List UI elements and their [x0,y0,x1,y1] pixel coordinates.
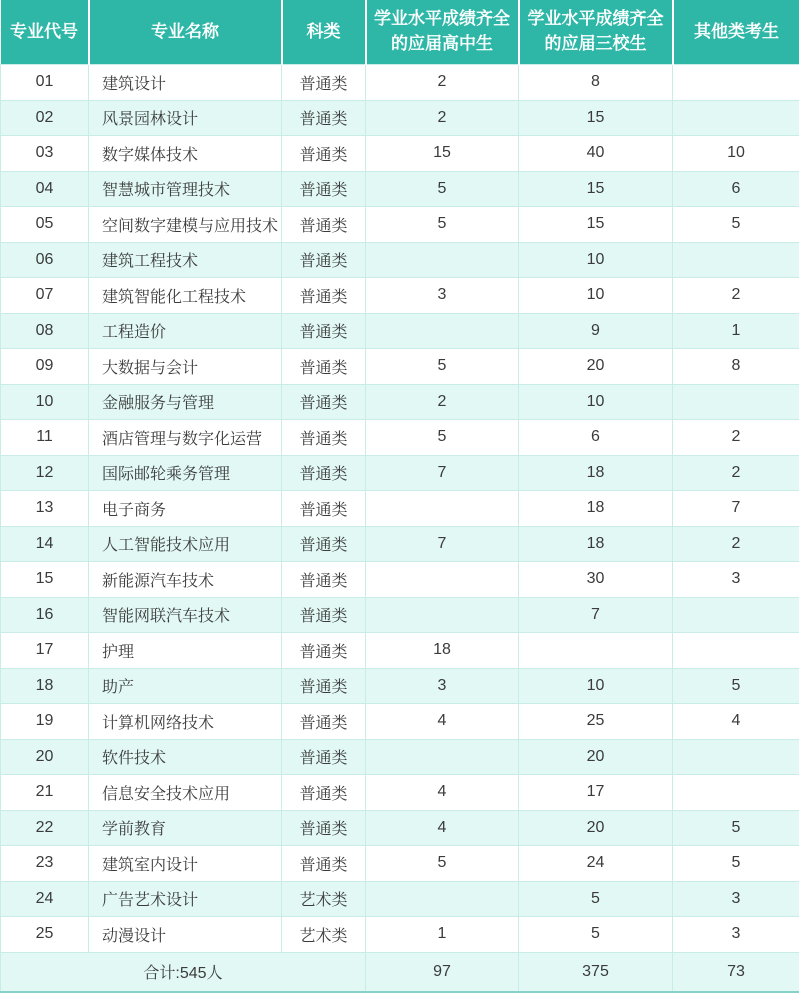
vocational-grads-cell: 20 [519,810,673,846]
other-count-cell: 5 [673,207,799,243]
category-cell: 普通类 [282,704,366,740]
vocational-grads-cell: 18 [519,491,673,527]
total-vocational-grads: 375 [519,952,673,992]
vocational-grads-cell: 6 [519,420,673,456]
major-name-cell: 护理 [89,633,282,669]
major-code-cell: 10 [1,384,89,420]
major-name-cell: 广告艺术设计 [89,881,282,917]
hs-grads-cell: 15 [366,136,519,172]
major-name-cell: 建筑设计 [89,65,282,101]
hs-grads-cell: 18 [366,633,519,669]
column-header-category: 科类 [282,0,366,65]
table-row [1,668,799,704]
major-name-cell: 智能网联汽车技术 [89,597,282,633]
table-row [1,278,799,314]
hs-grads-cell [366,242,519,278]
hs-grads-cell: 5 [366,349,519,385]
major-name-cell: 工程造价 [89,313,282,349]
category-cell: 普通类 [282,136,366,172]
vocational-grads-cell: 18 [519,526,673,562]
table-row [1,633,799,669]
major-code-cell: 19 [1,704,89,740]
hs-grads-cell: 4 [366,810,519,846]
table-row [1,136,799,172]
vocational-grads-cell: 30 [519,562,673,598]
major-name-cell: 国际邮轮乘务管理 [89,455,282,491]
other-count-cell [673,775,799,811]
vocational-grads-cell: 5 [519,881,673,917]
other-count-cell: 3 [673,881,799,917]
table-row [1,420,799,456]
vocational-grads-cell: 40 [519,136,673,172]
major-code-cell: 03 [1,136,89,172]
column-header-other-candidates: 其他类考生 [673,0,799,65]
category-cell: 普通类 [282,349,366,385]
table-row [1,455,799,491]
table-row [1,917,799,953]
vocational-grads-cell: 10 [519,668,673,704]
vocational-grads-cell: 10 [519,384,673,420]
table-row [1,526,799,562]
major-code-cell: 04 [1,171,89,207]
other-count-cell [673,242,799,278]
vocational-grads-cell: 15 [519,171,673,207]
major-code-cell: 17 [1,633,89,669]
major-code-cell: 18 [1,668,89,704]
major-name-cell: 风景园林设计 [89,100,282,136]
table-row [1,384,799,420]
major-code-cell: 11 [1,420,89,456]
hs-grads-cell [366,491,519,527]
major-name-cell: 人工智能技术应用 [89,526,282,562]
major-name-cell: 助产 [89,668,282,704]
total-other-candidates: 73 [673,952,799,992]
hs-grads-cell: 5 [366,420,519,456]
major-code-cell: 25 [1,917,89,953]
table-row [1,704,799,740]
other-count-cell: 10 [673,136,799,172]
vocational-grads-cell: 8 [519,65,673,101]
hs-grads-cell: 3 [366,668,519,704]
major-name-cell: 建筑工程技术 [89,242,282,278]
table-row [1,562,799,598]
major-name-cell: 建筑智能化工程技术 [89,278,282,314]
header-row [1,0,799,65]
major-code-cell: 16 [1,597,89,633]
category-cell: 普通类 [282,846,366,882]
major-code-cell: 01 [1,65,89,101]
column-header-hs-grads: 学业水平成绩齐全的应届高中生 [366,0,519,65]
major-code-cell: 14 [1,526,89,562]
hs-grads-cell: 7 [366,526,519,562]
other-count-cell: 1 [673,313,799,349]
total-hs-grads: 97 [366,952,519,992]
table-row [1,881,799,917]
category-cell: 普通类 [282,668,366,704]
other-count-cell: 5 [673,810,799,846]
category-cell: 普通类 [282,562,366,598]
other-count-cell [673,597,799,633]
vocational-grads-cell: 7 [519,597,673,633]
category-cell: 普通类 [282,384,366,420]
major-name-cell: 动漫设计 [89,917,282,953]
table-row [1,846,799,882]
vocational-grads-cell: 25 [519,704,673,740]
other-count-cell: 4 [673,704,799,740]
hs-grads-cell: 2 [366,384,519,420]
hs-grads-cell: 2 [366,100,519,136]
major-code-cell: 02 [1,100,89,136]
category-cell: 普通类 [282,207,366,243]
table-row [1,597,799,633]
other-count-cell: 8 [673,349,799,385]
major-name-cell: 酒店管理与数字化运营 [89,420,282,456]
vocational-grads-cell: 20 [519,739,673,775]
other-count-cell: 5 [673,846,799,882]
table-row [1,349,799,385]
major-name-cell: 电子商务 [89,491,282,527]
other-count-cell: 3 [673,917,799,953]
category-cell: 普通类 [282,313,366,349]
category-cell: 普通类 [282,278,366,314]
major-name-cell: 数字媒体技术 [89,136,282,172]
major-name-cell: 软件技术 [89,739,282,775]
major-code-cell: 06 [1,242,89,278]
major-code-cell: 05 [1,207,89,243]
vocational-grads-cell [519,633,673,669]
hs-grads-cell [366,313,519,349]
vocational-grads-cell: 15 [519,207,673,243]
other-count-cell [673,739,799,775]
hs-grads-cell: 4 [366,704,519,740]
other-count-cell: 2 [673,420,799,456]
major-code-cell: 08 [1,313,89,349]
major-code-cell: 20 [1,739,89,775]
major-name-cell: 金融服务与管理 [89,384,282,420]
major-name-cell: 新能源汽车技术 [89,562,282,598]
vocational-grads-cell: 24 [519,846,673,882]
category-cell: 普通类 [282,775,366,811]
hs-grads-cell: 4 [366,775,519,811]
other-count-cell [673,100,799,136]
hs-grads-cell: 3 [366,278,519,314]
hs-grads-cell [366,562,519,598]
major-name-cell: 大数据与会计 [89,349,282,385]
other-count-cell: 2 [673,526,799,562]
major-code-cell: 12 [1,455,89,491]
hs-grads-cell: 2 [366,65,519,101]
major-name-cell: 智慧城市管理技术 [89,171,282,207]
category-cell: 普通类 [282,810,366,846]
table-row [1,739,799,775]
vocational-grads-cell: 5 [519,917,673,953]
category-cell: 普通类 [282,597,366,633]
category-cell: 普通类 [282,242,366,278]
category-cell: 普通类 [282,739,366,775]
vocational-grads-cell: 10 [519,278,673,314]
other-count-cell: 7 [673,491,799,527]
category-cell: 普通类 [282,526,366,562]
other-count-cell: 2 [673,455,799,491]
column-header-major-code: 专业代号 [1,0,89,65]
table-row [1,775,799,811]
major-code-cell: 24 [1,881,89,917]
hs-grads-cell: 1 [366,917,519,953]
category-cell: 艺术类 [282,881,366,917]
major-code-cell: 22 [1,810,89,846]
other-count-cell: 3 [673,562,799,598]
vocational-grads-cell: 18 [519,455,673,491]
table-row [1,242,799,278]
major-name-cell: 学前教育 [89,810,282,846]
other-count-cell [673,384,799,420]
major-name-cell: 空间数字建模与应用技术 [89,207,282,243]
hs-grads-cell: 5 [366,171,519,207]
vocational-grads-cell: 10 [519,242,673,278]
category-cell: 普通类 [282,491,366,527]
major-code-cell: 23 [1,846,89,882]
other-count-cell [673,65,799,101]
category-cell: 普通类 [282,633,366,669]
table-row [1,100,799,136]
other-count-cell: 5 [673,668,799,704]
major-name-cell: 计算机网络技术 [89,704,282,740]
column-header-vocational-grads: 学业水平成绩齐全的应届三校生 [519,0,673,65]
vocational-grads-cell: 20 [519,349,673,385]
other-count-cell [673,633,799,669]
category-cell: 普通类 [282,420,366,456]
major-name-cell: 信息安全技术应用 [89,775,282,811]
table-row [1,65,799,101]
category-cell: 普通类 [282,171,366,207]
major-name-cell: 建筑室内设计 [89,846,282,882]
category-cell: 普通类 [282,100,366,136]
table-row [1,171,799,207]
category-cell: 普通类 [282,65,366,101]
hs-grads-cell [366,881,519,917]
table-body [1,65,799,953]
category-cell: 普通类 [282,455,366,491]
vocational-grads-cell: 15 [519,100,673,136]
major-code-cell: 13 [1,491,89,527]
hs-grads-cell [366,739,519,775]
table-row [1,207,799,243]
major-code-cell: 07 [1,278,89,314]
major-code-cell: 21 [1,775,89,811]
total-label: 合计:545人 [1,952,366,992]
hs-grads-cell [366,597,519,633]
major-code-cell: 09 [1,349,89,385]
other-count-cell: 6 [673,171,799,207]
other-count-cell: 2 [673,278,799,314]
table-row [1,313,799,349]
vocational-grads-cell: 9 [519,313,673,349]
column-header-major-name: 专业名称 [89,0,282,65]
table-row [1,491,799,527]
major-code-cell: 15 [1,562,89,598]
hs-grads-cell: 5 [366,846,519,882]
vocational-grads-cell: 17 [519,775,673,811]
hs-grads-cell: 7 [366,455,519,491]
hs-grads-cell: 5 [366,207,519,243]
category-cell: 艺术类 [282,917,366,953]
table-row [1,810,799,846]
